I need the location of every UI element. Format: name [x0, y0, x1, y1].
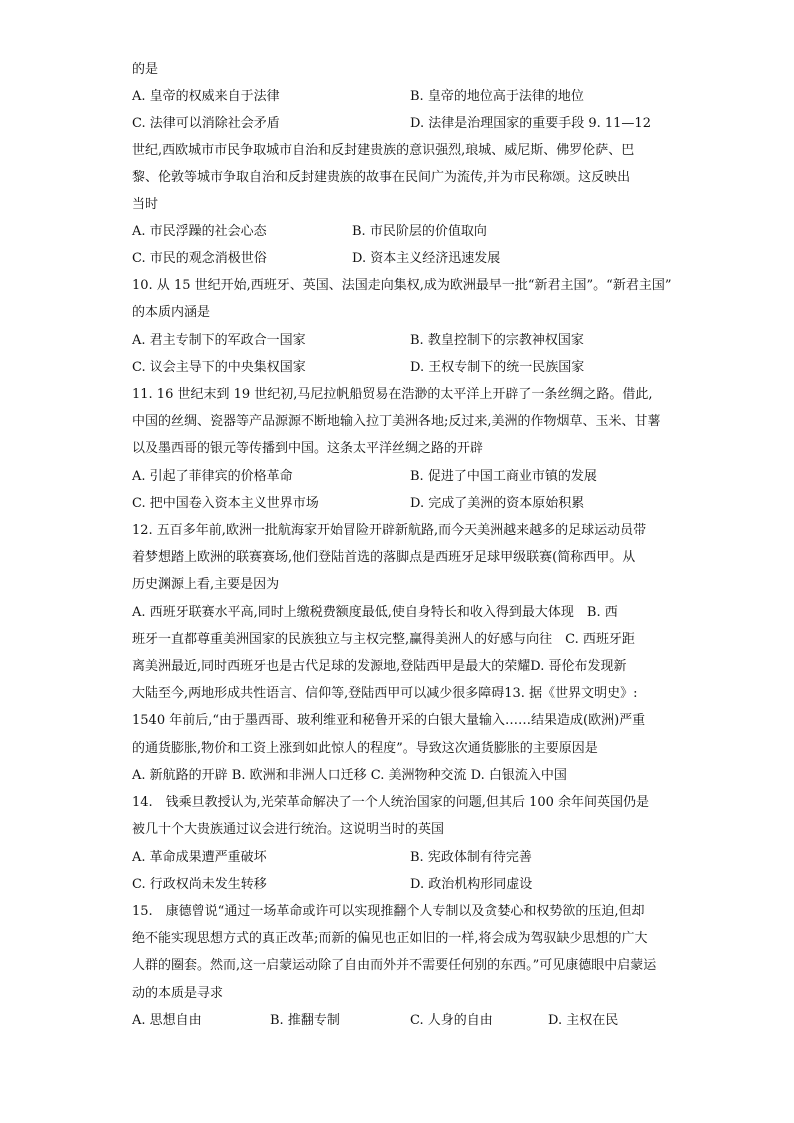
question-10-stem: 10. 从 15 世纪开始,西班牙、英国、法国走向集权,成为欧洲最早一批“新君主国”。“新君主国” — [132, 278, 672, 293]
q10-option-d: D. 王权专制下的统一民族国家 — [410, 360, 585, 375]
q9-option-b: B. 市民阶层的价值取向 — [352, 224, 487, 239]
q11-option-d: D. 完成了美洲的资本原始积累 — [410, 496, 585, 511]
question-11-stem: 以及墨西哥的银元等传播到中国。这条太平洋丝绸之路的开辟 — [132, 441, 484, 456]
question-12-13-text: 大陆至今,两地形成共性语言、信仰等,登陆西甲可以减少很多障碍13. 据《世界文明史》: — [132, 686, 638, 701]
q14-option-a: A. 革命成果遭严重破坏 — [132, 850, 267, 865]
question-15-stem: 动的本质是寻求 — [132, 986, 224, 1001]
question-15-stem: 15. 康德曾说“通过一场革命或许可以实现推翻个人专制以及贪婪心和权势欲的压迫,但却 — [132, 904, 645, 919]
question-8-stem-end: 的是 — [132, 62, 159, 77]
question-9-stem: 世纪,西欧城市市民争取城市自治和反封建贵族的意识强烈,琅城、威尼斯、佛罗伦萨、巴 — [132, 143, 635, 158]
q15-option-c: C. 人身的自由 — [410, 1013, 493, 1028]
q14-option-b: B. 宪政体制有待完善 — [410, 850, 532, 865]
q11-option-c: C. 把中国卷入资本主义世界市场 — [132, 496, 319, 511]
question-14-stem: 被几十个大贵族通过议会进行统治。这说明当时的英国 — [132, 822, 445, 837]
q10-option-c: C. 议会主导下的中央集权国家 — [132, 360, 306, 375]
q9-option-a: A. 市民浮躁的社会心态 — [132, 224, 267, 239]
q15-option-b: B. 推翻专制 — [270, 1013, 340, 1028]
question-13-stem: 1540 年前后,“由于墨西哥、玻利维亚和秘鲁开采的白银大量输入……结果造成(欧洲)严重 — [132, 713, 646, 728]
q8-option-c: C. 法律可以消除社会矛盾 — [132, 116, 280, 131]
question-11-stem: 11. 16 世纪末到 19 世纪初,马尼拉帆船贸易在浩渺的太平洋上开辟了一条丝绸之路。借此, — [132, 387, 653, 402]
question-14-stem: 14. 钱乘旦教授认为,光荣革命解决了一个人统治国家的问题,但其后 100 余年间英国仍是 — [132, 795, 650, 810]
question-11-stem: 中国的丝绸、瓷器等产品源源不断地输入拉丁美洲各地;反过来,美洲的作物烟草、玉米、甘薯 — [132, 414, 661, 429]
question-9-stem: 当时 — [132, 197, 159, 212]
question-12-stem: 历史渊源上看,主要是因为 — [132, 577, 280, 592]
question-12-options: A. 西班牙联赛水平高,同时上缴税费额度最低,使自身特长和收入得到最大体现 B. 西 — [132, 605, 618, 620]
q10-option-a: A. 君主专制下的军政合一国家 — [132, 333, 306, 348]
q9-option-d: D. 资本主义经济迅速发展 — [352, 251, 501, 266]
q8-option-b: B. 皇帝的地位高于法律的地位 — [410, 89, 584, 104]
q14-option-d: D. 政治机构形同虚设 — [410, 877, 533, 892]
q9-option-c: C. 市民的观念消极世俗 — [132, 251, 267, 266]
q11-option-b: B. 促进了中国工商业市镇的发展 — [410, 469, 597, 484]
question-13-options: A. 新航路的开辟 B. 欧洲和非洲人口迁移 C. 美洲物种交流 D. 白银流入中国 — [132, 768, 567, 783]
question-12-stem: 着梦想踏上欧洲的联赛赛场,他们登陆首选的落脚点是西班牙足球甲级联赛(简称西甲。从 — [132, 550, 636, 565]
q8-option-a: A. 皇帝的权威来自于法律 — [132, 89, 280, 104]
question-15-stem: 人群的圈套。然而,这一启蒙运动除了自由而外并不需要任何别的东西。”可见康德眼中启蒙运 — [132, 958, 657, 973]
q11-option-a: A. 引起了菲律宾的价格革命 — [132, 469, 293, 484]
question-13-stem: 的通货膨胀,物价和工资上涨到如此惊人的程度”。导致这次通货膨胀的主要原因是 — [132, 741, 598, 756]
q15-option-d: D. 主权在民 — [548, 1013, 619, 1028]
question-9-stem: 黎、伦敦等城市争取自治和反封建贵族的故事在民间广为流传,并为市民称颂。这反映出 — [132, 170, 631, 185]
q8-option-d: D. 法律是治理国家的重要手段 9. 11—12 — [410, 116, 651, 131]
q14-option-c: C. 行政权尚未发生转移 — [132, 877, 267, 892]
question-12-options: 离美洲最近,同时西班牙也是古代足球的发源地,登陆西甲是最大的荣耀D. 哥伦布发现新 — [132, 659, 627, 674]
question-12-options: 班牙一直都尊重美洲国家的民族独立与主权完整,赢得美洲人的好感与向往 C. 西班牙距 — [132, 632, 635, 647]
question-10-stem: 的本质内涵是 — [132, 305, 211, 320]
question-15-stem: 绝不能实现思想方式的真正改革;而新的偏见也正如旧的一样,将会成为驾驭缺少思想的广大 — [132, 931, 648, 946]
question-12-stem: 12. 五百多年前,欧洲一批航海家开始冒险开辟新航路,而今天美洲越来越多的足球运动员带 — [132, 523, 647, 538]
q10-option-b: B. 教皇控制下的宗教神权国家 — [410, 333, 584, 348]
q15-option-a: A. 思想自由 — [132, 1013, 202, 1028]
